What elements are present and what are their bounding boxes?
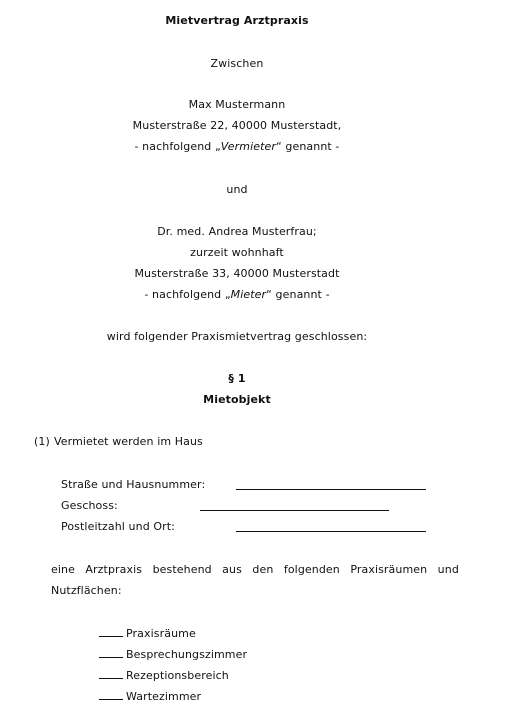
clause-text: Vermietet werden im Haus bbox=[54, 435, 203, 448]
room-blank bbox=[99, 689, 123, 700]
floor-blank-line bbox=[200, 510, 389, 511]
paragraph-word: Arztpraxis bbox=[85, 563, 143, 576]
room-blank bbox=[99, 668, 123, 679]
tenant-role bbox=[0, 288, 474, 301]
paragraph-line-2: Nutzflächen: bbox=[51, 584, 122, 597]
landlord-address: Musterstraße 22, 40000 Musterstadt, bbox=[132, 119, 342, 132]
between-label: Zwischen bbox=[210, 57, 264, 70]
landlord-role bbox=[0, 140, 474, 153]
floor-label: Geschoss: bbox=[61, 499, 118, 512]
room-label: Praxisräume bbox=[126, 627, 196, 640]
room-label: Wartezimmer bbox=[126, 690, 202, 703]
landlord-role-word: Vermieter bbox=[220, 140, 276, 153]
paragraph-word: Praxisräumen bbox=[350, 563, 428, 576]
room-label: Besprechungszimmer bbox=[126, 648, 248, 661]
tenant-role-prefix: - nachfolgend „ bbox=[144, 288, 231, 301]
contract-concluded-text: wird folgender Praxismietvertrag geschlossen: bbox=[106, 330, 368, 343]
room-blank bbox=[99, 647, 123, 658]
tenant-role-word: Mieter bbox=[230, 288, 267, 301]
room-label: Rezeptionsbereich bbox=[126, 669, 229, 682]
tenant-name: Dr. med. Andrea Musterfrau; bbox=[157, 225, 317, 238]
room-blank bbox=[99, 626, 123, 637]
paragraph-word: eine bbox=[51, 563, 75, 576]
paragraph-word: und bbox=[437, 563, 459, 576]
zip-label: Postleitzahl und Ort: bbox=[61, 520, 175, 533]
paragraph-line-1 bbox=[51, 563, 459, 576]
paragraph-word: bestehend bbox=[152, 563, 212, 576]
room-item-praxisraeume bbox=[99, 626, 196, 640]
document-title: Mietvertrag Arztpraxis bbox=[165, 14, 309, 27]
tenant-role-suffix: “ genannt - bbox=[266, 288, 330, 301]
clause-number: (1) bbox=[34, 435, 50, 448]
street-blank-line bbox=[236, 489, 426, 490]
room-item-wartezimmer bbox=[99, 689, 201, 703]
paragraph-word: den bbox=[252, 563, 274, 576]
room-item-besprechungszimmer bbox=[99, 647, 247, 661]
paragraph-word: aus bbox=[222, 563, 242, 576]
tenant-residence: zurzeit wohnhaft bbox=[190, 246, 284, 259]
zip-blank-line bbox=[236, 531, 426, 532]
street-label: Straße und Hausnummer: bbox=[61, 478, 206, 491]
section-heading: Mietobjekt bbox=[203, 393, 271, 406]
section-number: § 1 bbox=[228, 372, 246, 385]
room-item-rezeptionsbereich bbox=[99, 668, 229, 682]
landlord-role-prefix: - nachfolgend „ bbox=[134, 140, 221, 153]
tenant-address: Musterstraße 33, 40000 Musterstadt bbox=[134, 267, 340, 280]
landlord-name: Max Mustermann bbox=[188, 98, 286, 111]
and-label: und bbox=[226, 183, 248, 196]
landlord-role-suffix: “ genannt - bbox=[276, 140, 340, 153]
paragraph-word: folgenden bbox=[283, 563, 340, 576]
